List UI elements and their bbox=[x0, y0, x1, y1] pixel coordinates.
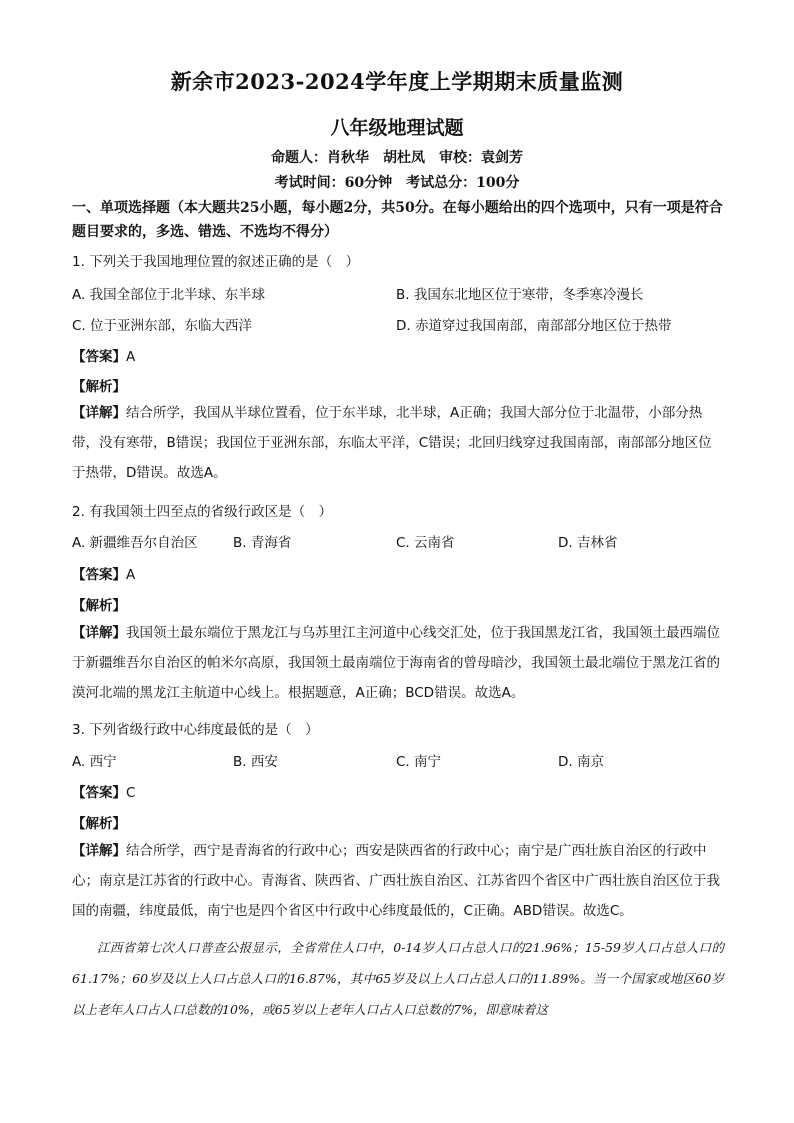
option-b: B. 西安 bbox=[233, 754, 278, 770]
reading-material: 江西省第七次人口普查公报显示，全省常住人口中，0-14岁人口占总人口的21.96%；15-59岁人口占总人口的61.17%；60岁及以上人口占总人口的16.87%，其中65岁及以上人口占总人口的11.89%。当一个国家或地区60岁以上老年人口占人口总数的10%，或65岁以上老年人口占人口总数的7%，即意味着这 bbox=[72, 940, 724, 1017]
answer-label: 【答案】 bbox=[72, 567, 126, 583]
detail-text: 我国领土最东端位于黑龙江与乌苏里江主河道中心线交汇处，位于我国黑龙江省，我国领土最西端位于新疆维吾尔自治区的帕米尔高原，我国领土最南端位于海南省的曾母暗沙，我国领土最北端位于黑龙江省的漠河北端的黑龙江主航道中心线上。根据题意，A正确；BCD错误。故选A。 bbox=[72, 625, 720, 701]
detail-text: 结合所学，我国从半球位置看，位于东半球，北半球，A正确；我国大部分位于北温带，小部分热带，没有寒带，B错误；我国位于亚洲东部，东临太平洋，C错误；北回归线穿过我国南部，南部部分地区位于热带，D错误。故选A。 bbox=[72, 405, 712, 481]
answer-label: 【答案】 bbox=[72, 349, 126, 365]
answer-value: A bbox=[126, 567, 136, 583]
question-stem: 2. 有我国领土四至点的省级行政区是（ ） bbox=[72, 504, 333, 520]
exam-info-line: 考试时间：60分钟 考试总分：100分 bbox=[274, 175, 520, 191]
question-stem: 3. 下列省级行政中心纬度最低的是（ ） bbox=[72, 722, 319, 738]
answer-label: 【答案】 bbox=[72, 785, 126, 801]
detail-paragraph bbox=[72, 398, 724, 488]
answer-line bbox=[72, 781, 135, 801]
option-b: B. 青海省 bbox=[233, 535, 292, 551]
analysis-label: 【解析】 bbox=[72, 598, 126, 614]
detail-label: 【详解】 bbox=[72, 625, 126, 641]
page-title: 新余市2023-2024学年度上学期期末质量监测 bbox=[170, 69, 624, 94]
question-stem: 1. 下列关于我国地理位置的叙述正确的是（ ） bbox=[72, 254, 360, 270]
section-heading: 一、单项选择题（本大题共25小题，每小题2分，共50分。在每小题给出的四个选项中，只有一项是符合题目要求的，多选、错选、不选均不得分） bbox=[72, 200, 723, 240]
analysis-label: 【解析】 bbox=[72, 379, 126, 395]
analysis-label: 【解析】 bbox=[72, 816, 126, 832]
answer-line bbox=[72, 345, 135, 365]
option-c: C. 位于亚洲东部，东临大西洋 bbox=[72, 318, 253, 334]
option-d: D. 吉林省 bbox=[558, 535, 618, 551]
option-a: A. 新疆维吾尔自治区 bbox=[72, 535, 198, 551]
option-c: C. 南宁 bbox=[396, 754, 442, 770]
answer-value: C bbox=[126, 785, 136, 801]
option-d: D. 赤道穿过我国南部，南部部分地区位于热带 bbox=[396, 318, 672, 334]
option-a: A. 西宁 bbox=[72, 754, 117, 770]
answer-line bbox=[72, 563, 135, 583]
detail-text: 结合所学，西宁是青海省的行政中心；西安是陕西省的行政中心；南宁是广西壮族自治区的行政中心；南京是江苏省的行政中心。青海省、陕西省、广西壮族自治区、江苏省四个省区中广西壮族自治区位于我国的南疆，纬度最低，南宁也是四个省区中行政中心纬度最低的，C正确。ABD错误。故选C。 bbox=[72, 843, 720, 919]
option-d: D. 南京 bbox=[558, 754, 604, 770]
detail-paragraph bbox=[72, 836, 724, 926]
detail-label: 【详解】 bbox=[72, 843, 126, 859]
authors-line: 命题人：肖秋华 胡杜凤 审校：袁剑芳 bbox=[271, 150, 523, 166]
option-c: C. 云南省 bbox=[396, 535, 455, 551]
answer-value: A bbox=[126, 349, 136, 365]
option-a: A. 我国全部位于北半球、东半球 bbox=[72, 287, 266, 303]
option-b: B. 我国东北地区位于寒带，冬季寒冷漫长 bbox=[396, 287, 644, 303]
detail-label: 【详解】 bbox=[72, 405, 126, 421]
page-subtitle: 八年级地理试题 bbox=[330, 117, 464, 139]
detail-paragraph bbox=[72, 618, 724, 708]
